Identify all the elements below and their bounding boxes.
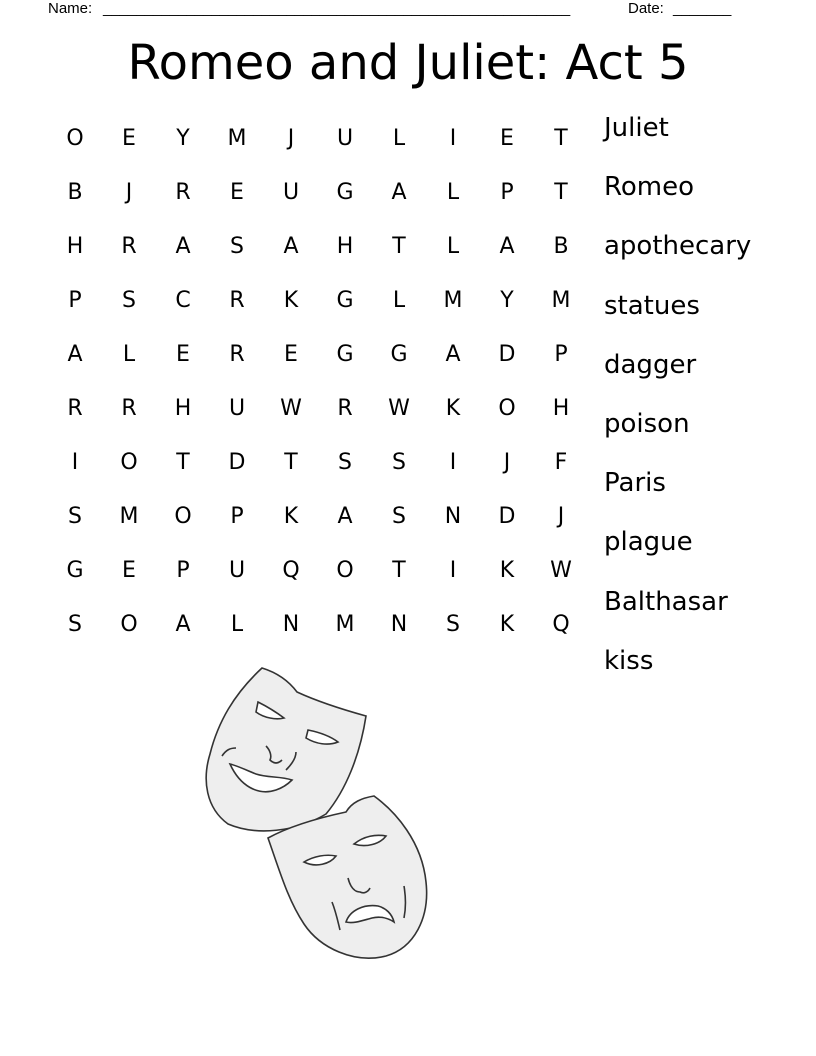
- grid-letter: A: [499, 233, 515, 259]
- word-list-item: kiss: [604, 645, 654, 676]
- grid-row: [48, 327, 588, 381]
- grid-letter: J: [287, 125, 295, 151]
- grid-letter: W: [550, 557, 572, 583]
- grid-letter: O: [120, 449, 138, 475]
- grid-letter: T: [554, 125, 568, 151]
- grid-letter: J: [557, 503, 565, 529]
- grid-letter: S: [446, 611, 460, 637]
- name-label: Name:: [48, 0, 93, 17]
- letter-grid: [48, 111, 588, 651]
- grid-letter: H: [174, 395, 192, 421]
- grid-letter: E: [500, 125, 514, 151]
- grid-letter: M: [335, 611, 355, 637]
- grid-letter: G: [390, 341, 408, 367]
- grid-letter: P: [68, 287, 82, 313]
- grid-letter: O: [498, 395, 516, 421]
- grid-letter: D: [498, 341, 516, 367]
- grid-letter: N: [282, 611, 300, 637]
- grid-letter: N: [390, 611, 408, 637]
- grid-letter: J: [125, 179, 133, 205]
- grid-letter: Q: [552, 611, 570, 637]
- grid-letter: L: [230, 611, 244, 637]
- grid-letter: G: [336, 341, 354, 367]
- grid-letter: S: [392, 503, 406, 529]
- word-list-item: poison: [604, 408, 690, 439]
- grid-letter: A: [67, 341, 83, 367]
- grid-letter: T: [554, 179, 568, 205]
- grid-letter: A: [175, 611, 191, 637]
- grid-letter: I: [449, 125, 457, 151]
- grid-letter: L: [392, 287, 406, 313]
- grid-letter: U: [228, 557, 246, 583]
- grid-letter: R: [229, 341, 245, 367]
- grid-letter: P: [176, 557, 190, 583]
- grid-letter: U: [336, 125, 354, 151]
- word-list-item: Balthasar: [604, 586, 728, 617]
- grid-letter: P: [500, 179, 514, 205]
- grid-letter: W: [280, 395, 302, 421]
- grid-letter: A: [283, 233, 299, 259]
- grid-letter: T: [392, 557, 406, 583]
- word-list-item: Paris: [604, 468, 666, 499]
- grid-row: [48, 273, 588, 327]
- grid-row: [48, 219, 588, 273]
- grid-letter: F: [554, 449, 568, 475]
- grid-letter: R: [67, 395, 83, 421]
- word-list-item: Romeo: [604, 172, 695, 203]
- grid-row: [48, 489, 588, 543]
- grid-letter: H: [336, 233, 354, 259]
- grid-letter: T: [284, 449, 298, 475]
- grid-row: [48, 165, 588, 219]
- grid-letter: O: [336, 557, 354, 583]
- grid-letter: G: [66, 557, 84, 583]
- grid-letter: U: [228, 395, 246, 421]
- grid-letter: G: [336, 179, 354, 205]
- grid-letter: Y: [500, 287, 514, 313]
- word-list-item: plague: [604, 527, 693, 558]
- grid-letter: S: [68, 503, 82, 529]
- grid-row: [48, 597, 588, 651]
- grid-letter: G: [336, 287, 354, 313]
- grid-letter: B: [553, 233, 569, 259]
- grid-row: [48, 381, 588, 435]
- grid-letter: J: [503, 449, 511, 475]
- grid-letter: M: [443, 287, 463, 313]
- grid-letter: K: [283, 287, 299, 313]
- grid-letter: A: [391, 179, 407, 205]
- grid-letter: O: [174, 503, 192, 529]
- grid-letter: W: [388, 395, 410, 421]
- grid-letter: O: [66, 125, 84, 151]
- date-blank-line: _______: [673, 0, 732, 17]
- grid-letter: R: [121, 233, 137, 259]
- grid-letter: A: [445, 341, 461, 367]
- grid-letter: L: [446, 233, 460, 259]
- grid-row: [48, 543, 588, 597]
- grid-letter: M: [227, 125, 247, 151]
- grid-row: [48, 111, 588, 165]
- comedy-mask-icon: [206, 668, 366, 831]
- grid-letter: A: [337, 503, 353, 529]
- grid-letter: D: [498, 503, 516, 529]
- grid-letter: N: [444, 503, 462, 529]
- grid-letter: L: [446, 179, 460, 205]
- grid-letter: E: [176, 341, 190, 367]
- grid-letter: M: [119, 503, 139, 529]
- name-blank-line: ________________________________________________________: [103, 0, 571, 17]
- grid-letter: E: [122, 125, 136, 151]
- grid-letter: E: [284, 341, 298, 367]
- grid-letter: Y: [176, 125, 190, 151]
- grid-letter: B: [67, 179, 83, 205]
- grid-letter: K: [283, 503, 299, 529]
- grid-letter: P: [554, 341, 568, 367]
- page-title: Romeo and Juliet: Act 5: [127, 35, 689, 91]
- grid-letter: S: [392, 449, 406, 475]
- word-list: [604, 99, 751, 691]
- grid-letter: I: [449, 449, 457, 475]
- grid-letter: K: [499, 611, 515, 637]
- grid-letter: L: [122, 341, 136, 367]
- grid-letter: R: [121, 395, 137, 421]
- grid-letter: L: [392, 125, 406, 151]
- grid-letter: K: [499, 557, 515, 583]
- grid-letter: H: [552, 395, 570, 421]
- grid-row: [48, 435, 588, 489]
- grid-letter: T: [176, 449, 190, 475]
- grid-letter: M: [551, 287, 571, 313]
- grid-letter: O: [120, 611, 138, 637]
- grid-letter: S: [122, 287, 136, 313]
- grid-letter: Q: [282, 557, 300, 583]
- grid-letter: K: [445, 395, 461, 421]
- grid-letter: S: [338, 449, 352, 475]
- grid-letter: S: [68, 611, 82, 637]
- grid-letter: A: [175, 233, 191, 259]
- grid-letter: U: [282, 179, 300, 205]
- word-list-item: Juliet: [604, 113, 669, 143]
- grid-letter: P: [230, 503, 244, 529]
- word-list-item: apothecary: [604, 231, 752, 262]
- grid-letter: R: [229, 287, 245, 313]
- grid-letter: R: [337, 395, 353, 421]
- comedy-tragedy-masks-icon: [200, 660, 440, 960]
- word-list-item: statues: [604, 290, 700, 321]
- date-label: Date:: [628, 0, 664, 17]
- grid-letter: R: [175, 179, 191, 205]
- grid-letter: E: [230, 179, 244, 205]
- grid-letter: I: [71, 449, 79, 475]
- grid-letter: D: [228, 449, 246, 475]
- word-list-item: dagger: [604, 349, 697, 380]
- grid-letter: C: [175, 287, 191, 313]
- grid-letter: T: [392, 233, 406, 259]
- grid-letter: S: [230, 233, 244, 259]
- name-date-header: [48, 0, 748, 20]
- grid-letter: I: [449, 557, 457, 583]
- grid-letter: E: [122, 557, 136, 583]
- grid-letter: H: [66, 233, 84, 259]
